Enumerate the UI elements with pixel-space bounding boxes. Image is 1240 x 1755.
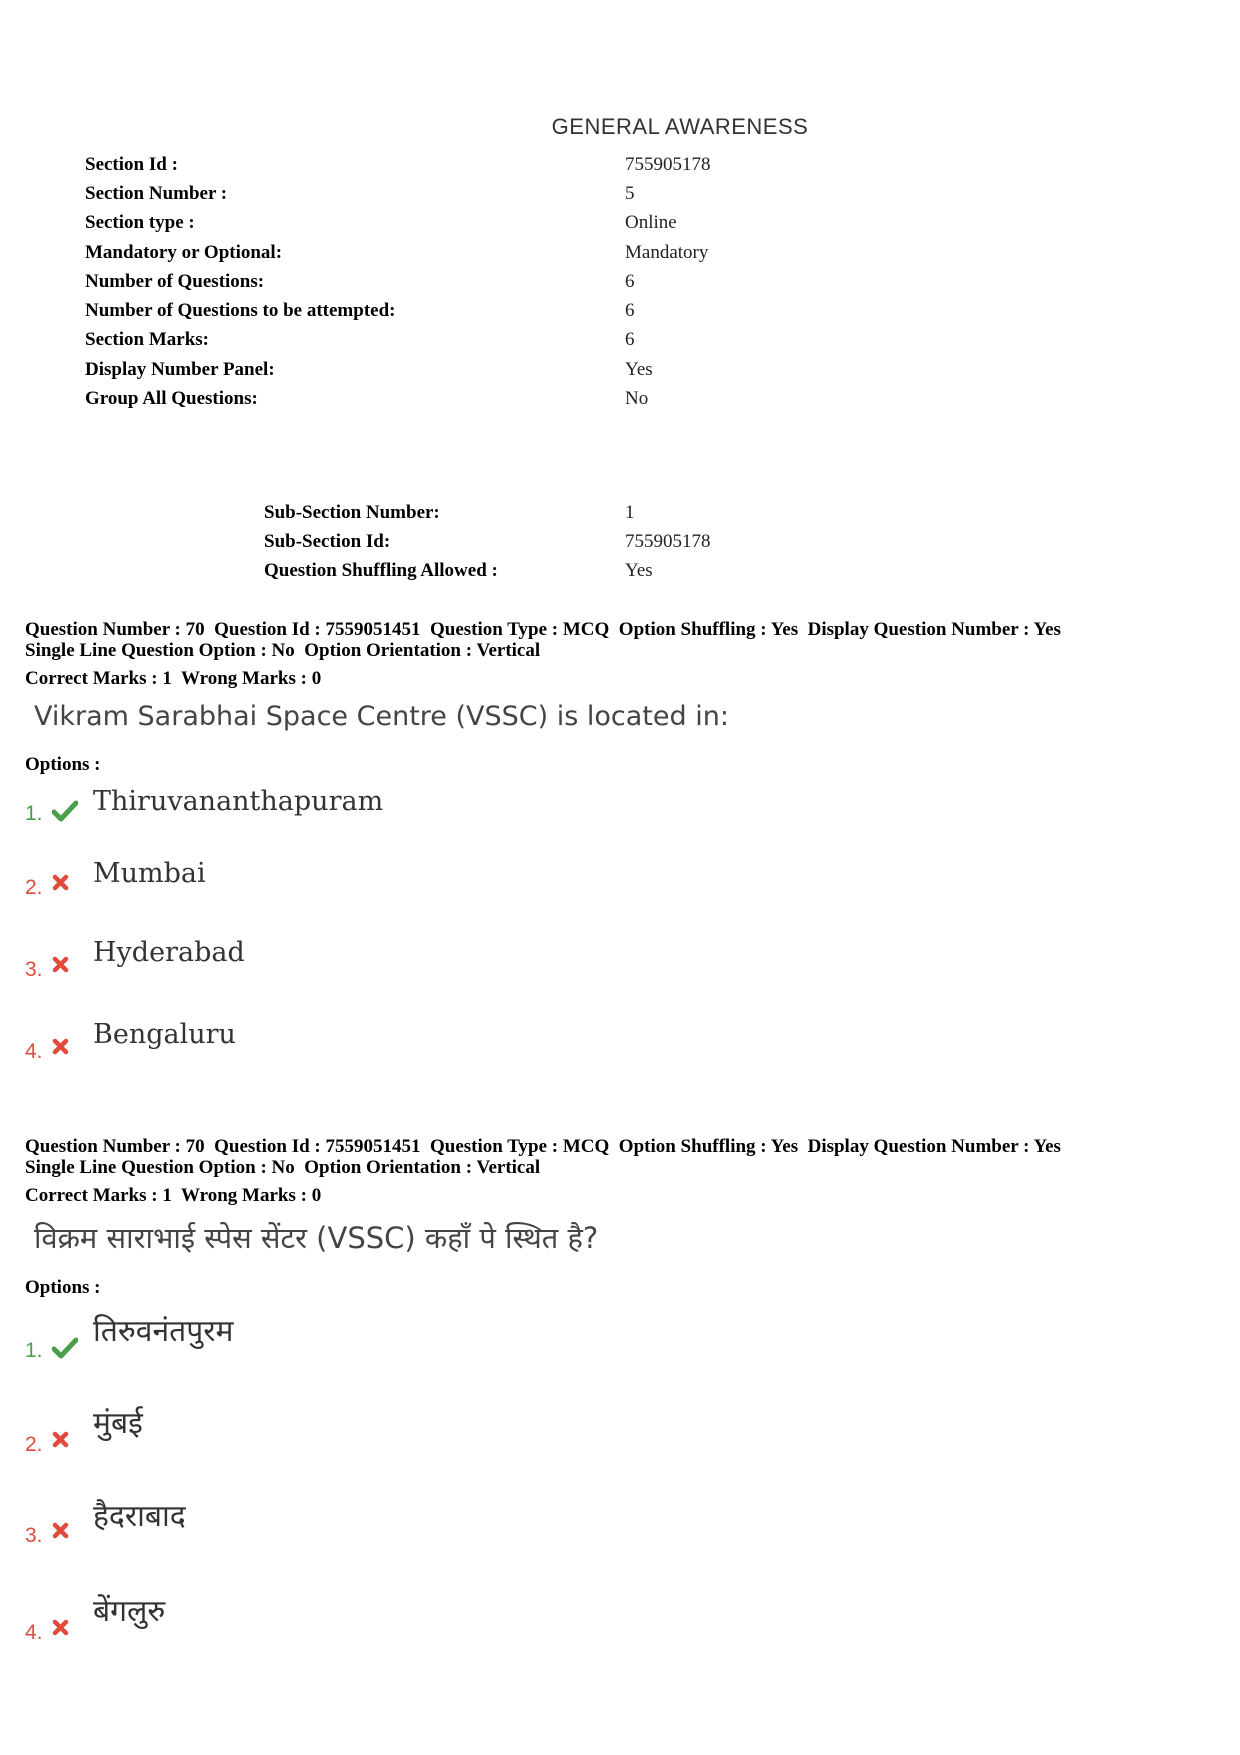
section-value: No xyxy=(625,388,649,410)
question-meta-line1: Question Number : 70 Question Id : 7559051451 Question Type : MCQ Option Shuffling : Yes Display Question Number : Yes xyxy=(25,619,1061,640)
subsection-value: Yes xyxy=(625,560,653,582)
section-key: Section Id : xyxy=(85,153,178,175)
section-value: 6 xyxy=(625,329,635,351)
subsection-row xyxy=(264,557,711,586)
subsection-row xyxy=(264,527,711,556)
subsection-key: Sub-Section Number: xyxy=(264,501,440,523)
section-value: 6 xyxy=(625,270,635,292)
section-value: 6 xyxy=(625,300,635,322)
section-key: Group All Questions: xyxy=(85,388,258,410)
section-row xyxy=(85,209,711,238)
section-value: 755905178 xyxy=(625,153,711,175)
option-number: 4. xyxy=(25,1040,43,1063)
option-number: 2. xyxy=(25,876,43,899)
subsection-key: Question Shuffling Allowed : xyxy=(264,560,498,582)
cross-icon xyxy=(52,1038,69,1055)
cross-icon xyxy=(52,1431,69,1448)
check-icon xyxy=(52,800,78,822)
option-number: 1. xyxy=(25,1339,43,1362)
options-label: Options : xyxy=(25,1277,101,1298)
question-marks: Correct Marks : 1 Wrong Marks : 0 xyxy=(25,1185,322,1206)
question-meta-line2: Single Line Question Option : No Option Orientation : Vertical xyxy=(25,640,541,661)
option-number: 3. xyxy=(25,958,43,981)
question-text-en: Vikram Sarabhai Space Centre (VSSC) is located in: xyxy=(34,701,729,732)
section-row xyxy=(85,267,711,296)
question-meta-line2: Single Line Question Option : No Option Orientation : Vertical xyxy=(25,1157,541,1178)
section-key: Mandatory or Optional: xyxy=(85,241,283,263)
subsection-value: 755905178 xyxy=(625,530,711,552)
section-value: Mandatory xyxy=(625,241,709,263)
check-icon xyxy=(52,1337,78,1359)
cross-icon xyxy=(52,1619,69,1636)
section-info-table xyxy=(85,150,711,414)
section-row xyxy=(85,238,711,267)
section-value: Yes xyxy=(625,358,653,380)
section-row xyxy=(85,179,711,208)
section-title: GENERAL AWARENESS xyxy=(551,114,809,139)
section-key: Section Number : xyxy=(85,182,228,204)
option-text: Mumbai xyxy=(93,858,206,889)
section-value: Online xyxy=(625,212,677,234)
option-number: 1. xyxy=(25,802,43,825)
options-label: Options : xyxy=(25,754,101,775)
question-meta-line1: Question Number : 70 Question Id : 7559051451 Question Type : MCQ Option Shuffling : Yes Display Question Number : Yes xyxy=(25,1136,1061,1157)
section-row xyxy=(85,150,711,179)
subsection-key: Sub-Section Id: xyxy=(264,530,391,552)
section-key: Display Number Panel: xyxy=(85,358,275,380)
option-number: 2. xyxy=(25,1433,43,1456)
question-meta-en xyxy=(25,619,1225,689)
section-key: Number of Questions: xyxy=(85,270,265,292)
option-text: Hyderabad xyxy=(93,937,245,968)
section-key: Section type : xyxy=(85,212,195,234)
option-text: Thiruvananthapuram xyxy=(93,786,384,817)
option-text: हैदराबाद xyxy=(93,1499,186,1534)
subsection-row xyxy=(264,498,711,527)
question-text-hi: विक्रम साराभाई स्पेस सेंटर (VSSC) कहाँ पे स्थित है? xyxy=(34,1221,599,1255)
section-key: Section Marks: xyxy=(85,329,210,351)
section-row xyxy=(85,296,711,325)
question-marks: Correct Marks : 1 Wrong Marks : 0 xyxy=(25,668,322,689)
section-row xyxy=(85,384,711,413)
question-meta-hi xyxy=(25,1136,1225,1206)
cross-icon xyxy=(52,874,69,891)
section-key: Number of Questions to be attempted: xyxy=(85,300,396,322)
cross-icon xyxy=(52,956,69,973)
cross-icon xyxy=(52,1522,69,1539)
option-text: Bengaluru xyxy=(93,1019,236,1050)
option-text: मुंबई xyxy=(93,1406,143,1441)
option-text: बेंगलुरु xyxy=(93,1594,166,1629)
option-text: तिरुवनंतपुरम xyxy=(93,1314,234,1349)
section-value: 5 xyxy=(625,182,635,204)
section-row xyxy=(85,326,711,355)
subsection-info-table xyxy=(264,498,711,586)
section-row xyxy=(85,355,711,384)
option-number: 4. xyxy=(25,1621,43,1644)
option-number: 3. xyxy=(25,1524,43,1547)
subsection-value: 1 xyxy=(625,501,635,523)
